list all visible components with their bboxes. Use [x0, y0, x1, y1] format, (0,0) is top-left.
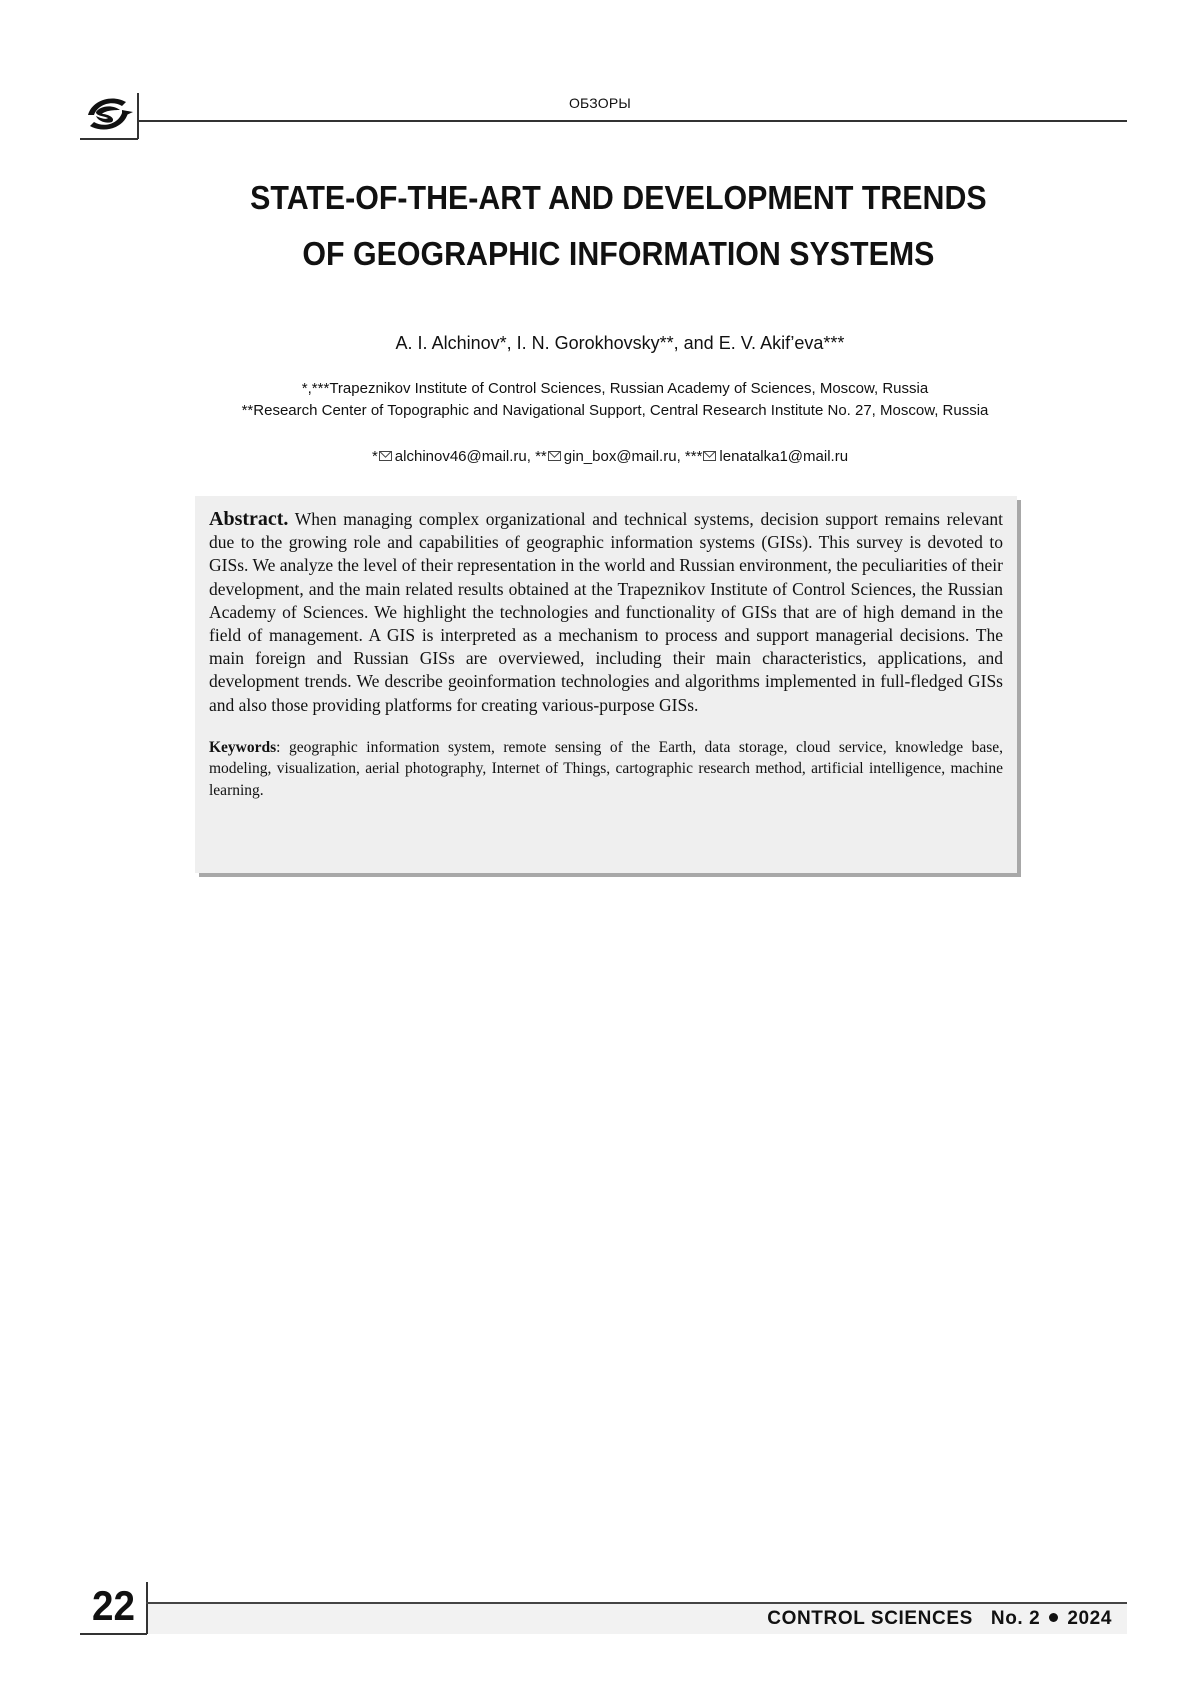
abstract-box: [195, 496, 1017, 873]
footer-horizontal-rule: [146, 1602, 1127, 1604]
journal-year: 2024: [1067, 1608, 1112, 1629]
page-number: 22: [92, 1582, 135, 1629]
affiliation-1: *,***Trapeznikov Institute of Control Sciences, Russian Academy of Sciences, Moscow, Russia: [301, 380, 929, 397]
keywords: [209, 737, 1003, 802]
journal-info: [767, 1608, 1112, 1630]
email-prefix: ***: [684, 448, 703, 465]
journal-issue: No. 2: [990, 1608, 1041, 1629]
email-separator: ,: [526, 448, 536, 465]
author-emails: [0, 448, 1200, 465]
section-label: ОБЗОРЫ: [568, 95, 632, 111]
keywords-text: : geographic information system, remote sensing of the Earth, data storage, cloud service, knowledge base, modeling, visualization, aerial photography, Internet of Things, cartographic research method, artificial intelligence, machine learning.: [209, 738, 1003, 799]
footer-page-number-underline: [80, 1633, 147, 1635]
abstract: [209, 508, 1003, 717]
authors: A. I. Alchinov*, I. N. Gorokhovsky**, and E. V. Akif’eva***: [395, 333, 845, 353]
mail-icon: [703, 451, 716, 461]
email-link[interactable]: gin_box@mail.ru: [563, 448, 677, 465]
article-title-line-1: STATE-OF-THE-ART AND DEVELOPMENT TRENDS: [250, 179, 987, 216]
email-link[interactable]: alchinov46@mail.ru: [394, 448, 527, 465]
abstract-label: Abstract.: [209, 508, 289, 530]
header-logo-underline: [80, 138, 138, 140]
abstract-text: When managing complex organizational and technical systems, decision support remains relevant due to the growing role and capabilities of geographic information systems (GISs). This survey is devoted to GISs. We analyze the level of their representation in the world and Russian environment, the peculiarities of their development, and the main related results obtained at the Trapeznikov Institute of Control Sciences, the Russian Academy of Sciences. We highlight the technologies and functionality of GISs that are of high demand in the field of management. A GIS is interpreted as a mechanism to process and support managerial decisions. The main foreign and Russian GISs are overviewed, including their main characteristics, applications, and development trends. We describe geoinformation technologies and algorithms implemented in full-fledged GISs and also those providing platforms for creating various-purpose GISs.: [209, 509, 1003, 715]
bullet-icon: [1049, 1613, 1058, 1622]
email-link[interactable]: lenatalka1@mail.ru: [719, 448, 849, 465]
email-prefix: *: [371, 448, 378, 465]
mail-icon: [379, 451, 392, 461]
footer-vertical-rule: [146, 1582, 148, 1634]
keywords-label: Keywords: [209, 738, 277, 756]
email-separator: ,: [676, 448, 685, 465]
article-title: [48, 170, 1189, 282]
article-title-line-2: OF GEOGRAPHIC INFORMATION SYSTEMS: [302, 235, 935, 272]
journal-name: CONTROL SCIENCES: [767, 1608, 973, 1629]
header-horizontal-rule: [137, 120, 1127, 122]
affiliation-2: **Research Center of Topographic and Navigational Support, Central Research Institute No. 27, Moscow, Russia: [241, 402, 989, 419]
email-prefix: **: [535, 448, 547, 465]
mail-icon: [548, 451, 561, 461]
